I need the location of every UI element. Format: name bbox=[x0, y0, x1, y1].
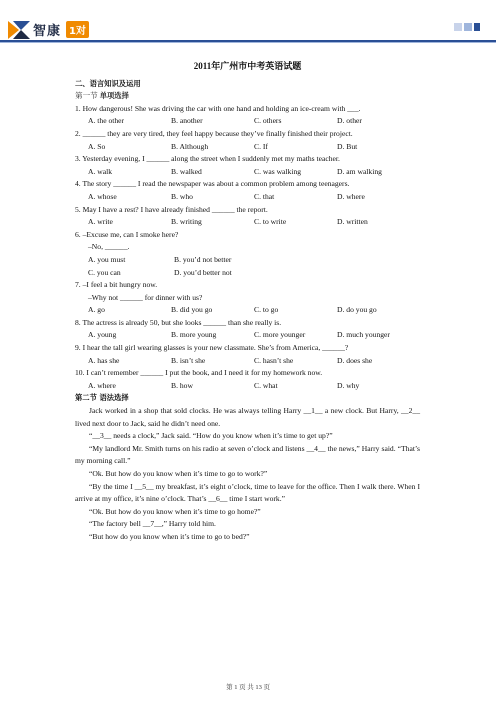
option: A. young bbox=[88, 330, 117, 340]
option: B. more young bbox=[171, 330, 217, 340]
document-title: 2011年广州市中考英语试题 bbox=[193, 61, 302, 71]
question-7 bbox=[75, 279, 420, 317]
option-row bbox=[75, 267, 420, 280]
passage-paragraph: “Ok. But how do you know when it’s time to go home?” bbox=[89, 506, 261, 516]
question-stem: 4. The story ______ I read the newspaper was about a common problem among teenagers. bbox=[75, 179, 350, 189]
option: B. Although bbox=[171, 141, 209, 151]
question-stem: 5. May I have a rest? I have already finished ______ the report. bbox=[75, 204, 268, 214]
page-header bbox=[0, 0, 496, 44]
option: B. how bbox=[171, 380, 193, 390]
part1-heading bbox=[75, 90, 420, 103]
option: C. to go bbox=[254, 305, 279, 315]
question-stem: 3. Yesterday evening, I ______ along the street when I suddenly met my maths teacher. bbox=[75, 154, 340, 164]
option-row bbox=[75, 355, 420, 368]
option-row bbox=[75, 141, 420, 154]
option: B. writing bbox=[171, 217, 202, 227]
question-stem: 10. I can’t remember ______ I put the book, and I need it for my homework now. bbox=[75, 368, 323, 378]
part1-title: 单项选择 bbox=[99, 91, 129, 101]
option: A. the other bbox=[88, 116, 125, 126]
question-item bbox=[75, 103, 420, 128]
brand-logo bbox=[8, 20, 89, 39]
question-item bbox=[75, 128, 420, 153]
option: B. did you go bbox=[171, 305, 213, 315]
option: B. you’d not better bbox=[174, 254, 232, 264]
option-row bbox=[75, 191, 420, 204]
option: A. where bbox=[88, 380, 116, 390]
option: D. where bbox=[337, 191, 365, 201]
part1-label: 第一节 bbox=[75, 91, 98, 101]
logo-badge: 1对 bbox=[66, 21, 89, 38]
question-6 bbox=[75, 229, 420, 279]
option: D. much younger bbox=[337, 330, 390, 340]
document-body bbox=[75, 60, 420, 544]
question-group-1 bbox=[75, 103, 420, 229]
option: B. who bbox=[171, 191, 193, 201]
header-rule-thin bbox=[0, 42, 496, 43]
section-heading: 二、语言知识及运用 bbox=[75, 78, 141, 88]
question-reply: –Why not ______ for dinner with us? bbox=[88, 292, 203, 302]
option: A. walk bbox=[88, 166, 113, 176]
option: C. to write bbox=[254, 217, 287, 227]
option: A. has she bbox=[88, 355, 120, 365]
option: C. others bbox=[254, 116, 282, 126]
question-group-2 bbox=[75, 317, 420, 393]
option: C. was walking bbox=[254, 166, 302, 176]
option: D. does she bbox=[337, 355, 373, 365]
option: B. isn’t she bbox=[171, 355, 206, 365]
option: D. you’d better not bbox=[174, 267, 232, 277]
question-item bbox=[75, 367, 420, 392]
option-row bbox=[75, 115, 420, 128]
option: C. hasn’t she bbox=[254, 355, 294, 365]
part2-title: 语法选择 bbox=[99, 393, 129, 403]
option-row bbox=[75, 254, 420, 267]
passage-paragraph: “__3__ needs a clock,” Jack said. “How do you know when it’s time to get up?” bbox=[89, 431, 333, 441]
question-item bbox=[75, 317, 420, 342]
question-stem: 8. The actress is already 50, but she looks ______ than she really is. bbox=[75, 317, 282, 327]
option-row bbox=[75, 166, 420, 179]
logo-mark-icon bbox=[8, 21, 30, 39]
grammar-passage bbox=[75, 405, 420, 544]
option: A. whose bbox=[88, 191, 117, 201]
corner-mark-icon bbox=[452, 20, 482, 34]
option: C. that bbox=[254, 191, 275, 201]
option: A. you must bbox=[88, 254, 126, 264]
option: D. do you go bbox=[337, 305, 377, 315]
question-item bbox=[75, 342, 420, 367]
question-stem: 2. ______ they are very tired, they feel happy because they’ve finally finished their project. bbox=[75, 128, 353, 138]
option: A. write bbox=[88, 217, 113, 227]
option: C. more younger bbox=[254, 330, 306, 340]
question-item bbox=[75, 153, 420, 178]
option: C. If bbox=[254, 141, 268, 151]
question-item bbox=[75, 204, 420, 229]
option: B. another bbox=[171, 116, 203, 126]
option: B. walked bbox=[171, 166, 202, 176]
option-row bbox=[75, 329, 420, 342]
option: C. you can bbox=[88, 267, 121, 277]
part2-heading bbox=[75, 392, 420, 405]
option: D. written bbox=[337, 217, 368, 227]
option: D. why bbox=[337, 380, 360, 390]
option: A. go bbox=[88, 305, 105, 315]
part2-label: 第二节 bbox=[75, 393, 97, 403]
question-item bbox=[75, 178, 420, 203]
passage-paragraph: “The factory bell __7__,” Harry told him. bbox=[89, 519, 216, 529]
option: D. am walking bbox=[337, 166, 382, 176]
option: D. But bbox=[337, 141, 358, 151]
logo-text: 智康 bbox=[33, 24, 62, 39]
option: A. So bbox=[88, 141, 106, 151]
option-row bbox=[75, 380, 420, 393]
question-stem: 7. –I feel a bit hungry now. bbox=[75, 280, 158, 290]
passage-paragraph: “But how do you know when it’s time to go to bed?” bbox=[89, 531, 250, 541]
question-reply: –No, ______. bbox=[88, 242, 130, 252]
option-row bbox=[75, 216, 420, 229]
question-stem: 6. –Excuse me, can I smoke here? bbox=[75, 229, 179, 239]
question-stem: 9. I hear the tall girl wearing glasses is your new classmate. She’s from America, ______? bbox=[75, 343, 349, 353]
passage-paragraph: “By the time I __5__ my breakfast, it’s eight o’clock, time to leave for the office. Then I walk there. When I arrive at my office, it’s nine o’clock. That’s __6__ time I start work.” bbox=[75, 481, 420, 504]
option: C. what bbox=[254, 380, 278, 390]
passage-paragraph: “My landlord Mr. Smith turns on his radio at seven o’clock and listens __4__ the news,” Harry said. “That’s my morning call.” bbox=[75, 443, 420, 466]
page-footer: 第 1 页 共 13 页 bbox=[226, 684, 270, 691]
option-row bbox=[75, 304, 420, 317]
passage-paragraph: “Ok. But how do you know when it’s time to go to work?” bbox=[89, 469, 268, 478]
question-stem: 1. How dangerous! She was driving the car with one hand and holding an ice-cream with ___. bbox=[75, 103, 361, 113]
option: D. other bbox=[337, 116, 362, 126]
passage-paragraph: Jack worked in a shop that sold clocks. He was always telling Harry __1__ a new clock. But Harry, __2__ lived next door to Jack, said he didn’t need one. bbox=[75, 406, 420, 428]
